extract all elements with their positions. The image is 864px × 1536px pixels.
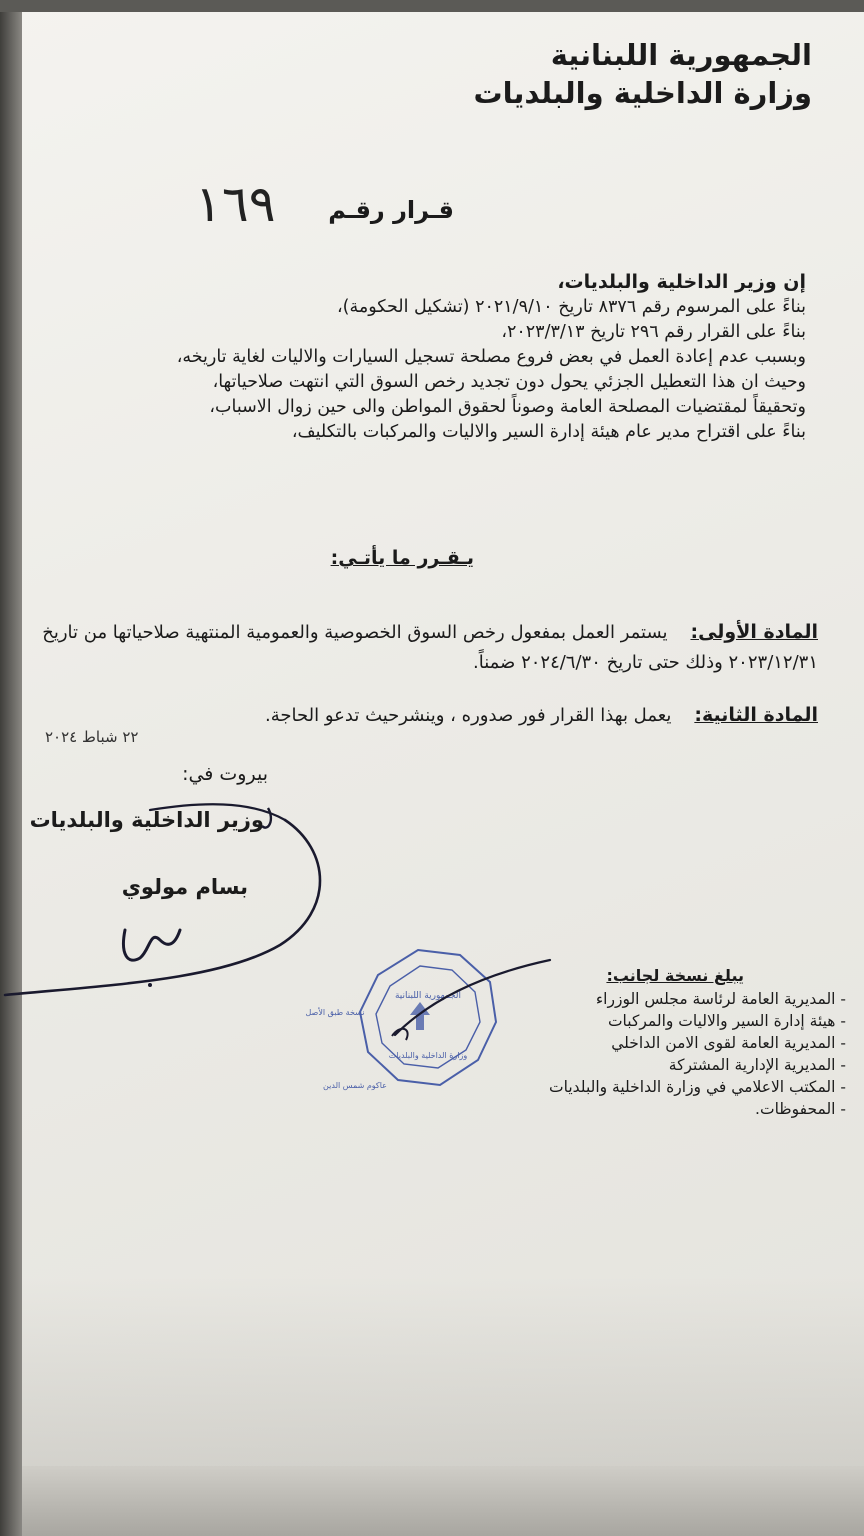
distribution-item: - المكتب الاعلامي في وزارة الداخلية والبلديات: [549, 1076, 846, 1098]
top-edge: [0, 0, 864, 12]
handwritten-date: ٢٢ شباط ٢٠٢٤: [45, 728, 139, 746]
signatory-title: وزير الداخلية والبلديات: [29, 808, 264, 832]
article-2: [28, 700, 818, 731]
distribution-item: - المديرية العامة لرئاسة مجلس الوزراء: [549, 988, 846, 1010]
distribution-item: - المحفوظات.: [549, 1098, 846, 1120]
preamble-line: بناءً على المرسوم رقم ٨٣٧٦ تاريخ ٢٠٢١/٩/١٠ (تشكيل الحكومة)،: [337, 297, 806, 317]
distribution-item: - هيئة إدارة السير والاليات والمركبات: [549, 1010, 846, 1032]
page-edge-shadow: [0, 0, 22, 1536]
preamble-line: وتحقيقاً لمقتضيات المصلحة العامة وصوناً لحقوق المواطن والى حين زوال الاسباب،: [209, 397, 806, 417]
decides-heading: يـقـرر ما يأتـي:: [330, 547, 474, 569]
stamp-side-name: عاكوم شمس الدين: [323, 1081, 387, 1090]
distribution-item: - المديرية العامة لقوى الامن الداخلي: [549, 1032, 846, 1054]
distribution-title: يبلغ نسخة لجانب:: [606, 966, 744, 985]
stamp-side-note: نسخة طبق الأصل: [305, 1008, 365, 1017]
decision-number: ١٦٩: [195, 175, 276, 233]
official-stamp: [300, 940, 560, 1110]
header-republic: الجمهورية اللبنانية: [550, 38, 812, 72]
signatory-name: بسام مولوي: [121, 875, 248, 899]
preamble-line: وحيث ان هذا التعطيل الجزئي يحول دون تجديد رخص السوق التي انتهت صلاحياتها،: [212, 372, 806, 392]
article-1-label: المادة الأولى:: [690, 621, 818, 643]
preamble-line: بناءً على اقتراح مدير عام هيئة إدارة السير والاليات والمركبات بالتكليف،: [291, 422, 806, 442]
preamble: [177, 270, 806, 445]
article-2-label: المادة الثانية:: [694, 704, 818, 726]
article-2-text: يعمل بهذا القرار فور صدوره ، وينشرحيث تدعو الحاجة.: [265, 705, 672, 726]
stamp-top-text: الجمهورية اللبنانية: [394, 991, 462, 1001]
preamble-opening: إن وزير الداخلية والبلديات،: [557, 271, 806, 293]
preamble-line: وبسبب عدم إعادة العمل في بعض فروع مصلحة تسجيل السيارات والاليات لغاية تاريخه،: [176, 347, 806, 367]
decision-title: قـرار رقـم: [328, 196, 454, 224]
distribution-list: [549, 988, 846, 1120]
distribution-item: - المديرية الإدارية المشتركة: [549, 1054, 846, 1076]
place-label: بيروت في:: [182, 763, 268, 785]
stamp-bottom-text: وزارة الداخلية والبلديات: [388, 1051, 468, 1060]
preamble-line: بناءً على القرار رقم ٢٩٦ تاريخ ٢٠٢٣/٣/١٣،: [501, 322, 806, 342]
underlying-sheet: [0, 1466, 864, 1536]
header-ministry: وزارة الداخلية والبلديات: [473, 76, 812, 110]
signature-mark: [0, 780, 340, 1010]
article-1-text: يستمر العمل بمفعول رخص السوق الخصوصية والعمومية المنتهية صلاحياتها من تاريخ ٢٠٢٣/١٢/٣١ وذلك حتى تاريخ ٢٠٢٤/٦/٣٠ ضمناً.: [42, 622, 818, 673]
article-1: [28, 617, 818, 678]
